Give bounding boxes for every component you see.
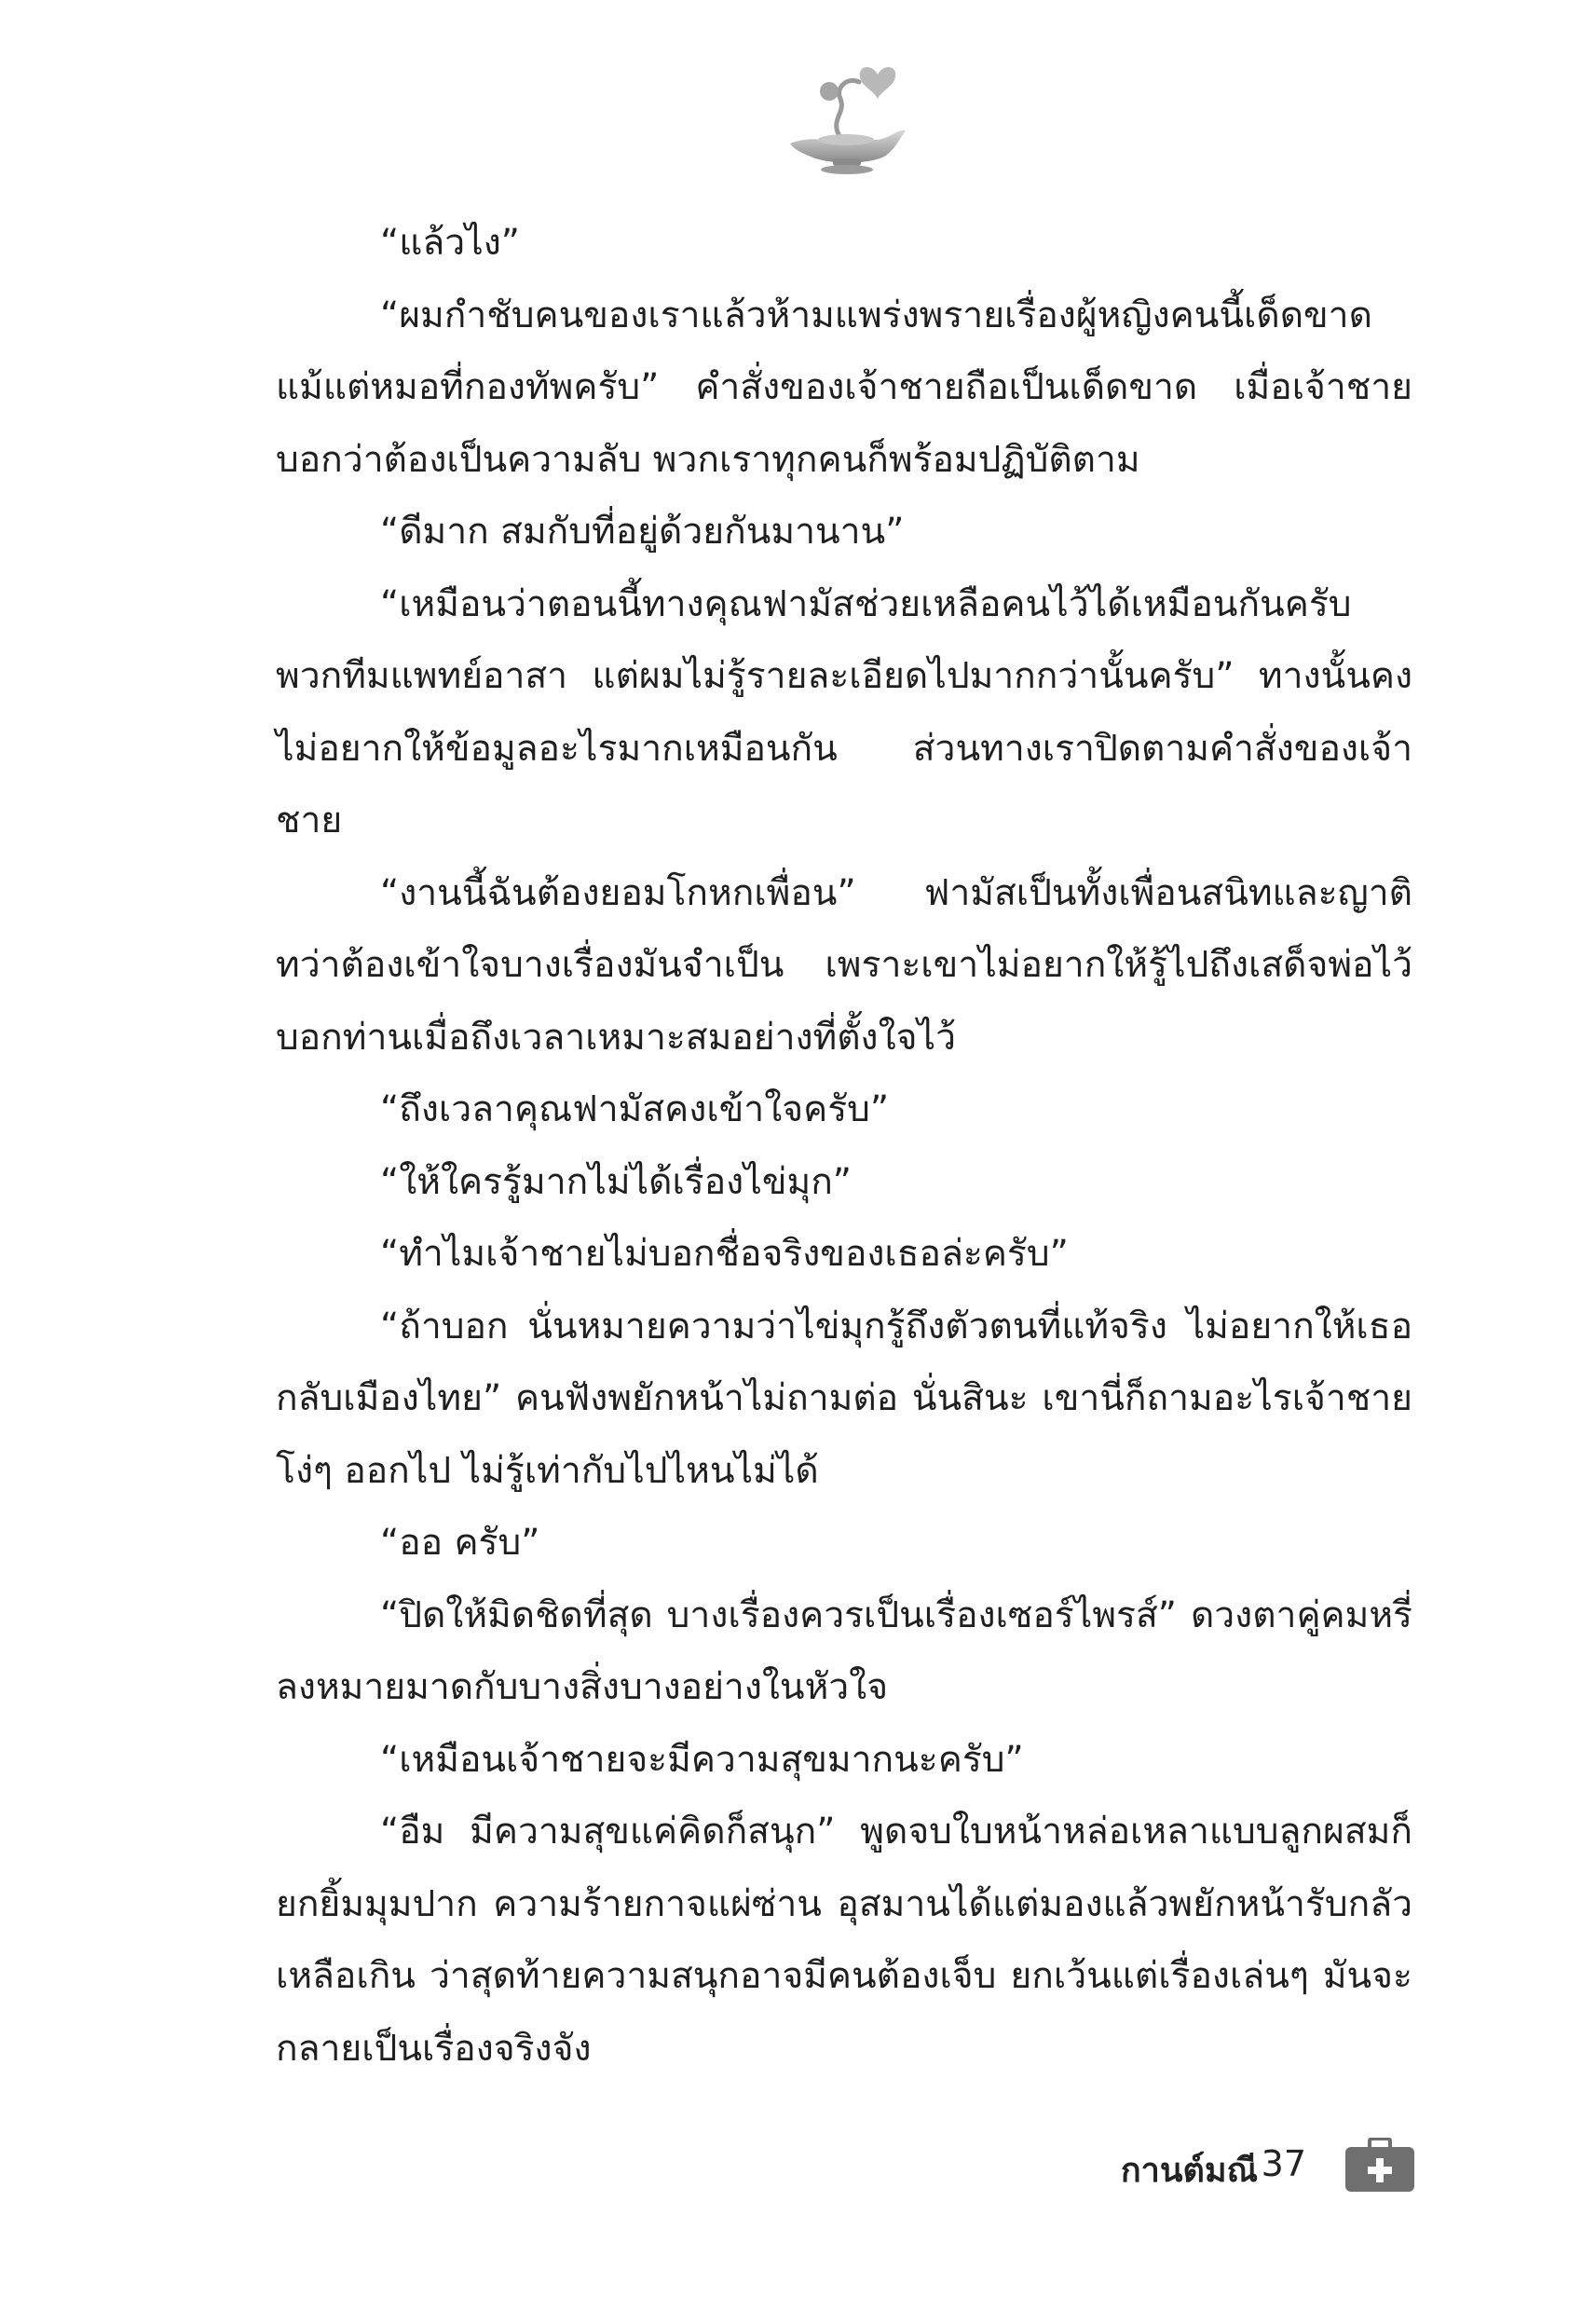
paragraph: “ถ้าบอก นั่นหมายความว่าไข่มุกรู้ถึงตัวตนที่แท้จริง ไม่อยากให้เธอกลับเมืองไทย” คนฟังพยักหน้าไม่ถามต่อ นั่นสินะ เขานี่ก็ถามอะไรเจ้าชายโง่ๆ ออกไป ไม่รู้เท่ากับไปไหนไม่ได้ [276,1305,1412,1492]
paragraph: “ทำไมเจ้าชายไม่บอกชื่อจริงของเธอล่ะครับ” [380,1233,1069,1275]
first-aid-bag-icon [1344,2138,1416,2194]
genie-lamp-heart-icon [773,54,913,175]
paragraph: “ให้ใครรู้มากไม่ได้เรื่องไข่มุก” [380,1160,853,1203]
page-footer [1071,2136,1416,2201]
page-number: 37 [1261,2143,1306,2184]
paragraph: “เหมือนเจ้าชายจะมีความสุขมากนะครับ” [380,1738,1024,1781]
paragraph: “เหมือนว่าตอนนี้ทางคุณฟามัสช่วยเหลือคนไว้ได้เหมือนกันครับ พวกทีมแพทย์อาสา แต่ผมไม่รู้รายละเอียดไปมากกว่านั้นครับ” ทางนั้นคงไม่อยากให้ข้อมูลอะไรมากเหมือนกัน ส่วนทางเราปิดตามคำสั่งของเจ้าชาย [276,582,1412,841]
paragraph: “ปิดให้มิดชิดที่สุด บางเรื่องควรเป็นเรื่องเซอร์ไพรส์” ดวงตาคู่คมหรี่ลงหมายมาดกับบางสิ่งบางอย่างในหัวใจ [276,1593,1412,1708]
body-text [276,207,1412,2085]
paragraph: “แล้วไง” [380,222,521,264]
paragraph: “งานนี้ฉันต้องยอมโกหกเพื่อน” ฟามัสเป็นทั้งเพื่อนสนิทและญาติ ทว่าต้องเข้าใจบางเรื่องมันจำเป็น เพราะเขาไม่อยากให้รู้ไปถึงเสด็จพ่อไว้บอกท่านเมื่อถึงเวลาเหมาะสมอย่างที่ตั้งใจไว้ [276,871,1412,1059]
paragraph: “ออ ครับ” [380,1522,540,1564]
paragraph: “ถึงเวลาคุณฟามัสคงเข้าใจครับ” [380,1088,890,1130]
paragraph: “ดีมาก สมกับที่อยู่ด้วยกันมานาน” [380,511,905,553]
paragraph: “อืม มีความสุขแค่คิดก็สนุก” พูดจบใบหน้าหล่อเหลาแบบลูกผสมก็ยกยิ้มมุมปาก ความร้ายกาจแผ่ซ่าน อุสมานได้แต่มองแล้วพยักหน้ารับกลัวเหลือเกิน ว่าสุดท้ายความสนุกอาจมีคนต้องเจ็บ ยกเว้นแต่เรื่องเล่นๆ มันจะกลายเป็นเรื่องจริงจัง [276,1811,1412,2070]
paragraph: “ผมกำชับคนของเราแล้วห้ามแพร่งพรายเรื่องผู้หญิงคนนี้เด็ดขาด แม้แต่หมอที่กองทัพครับ” คำสั่งของเจ้าชายถือเป็นเด็ดขาด เมื่อเจ้าชายบอกว่าต้องเป็นความลับ พวกเราทุกคนก็พร้อมปฏิบัติตาม [276,294,1412,481]
header-logo [773,54,913,175]
book-title: กานต์มณี [1120,2152,1258,2190]
